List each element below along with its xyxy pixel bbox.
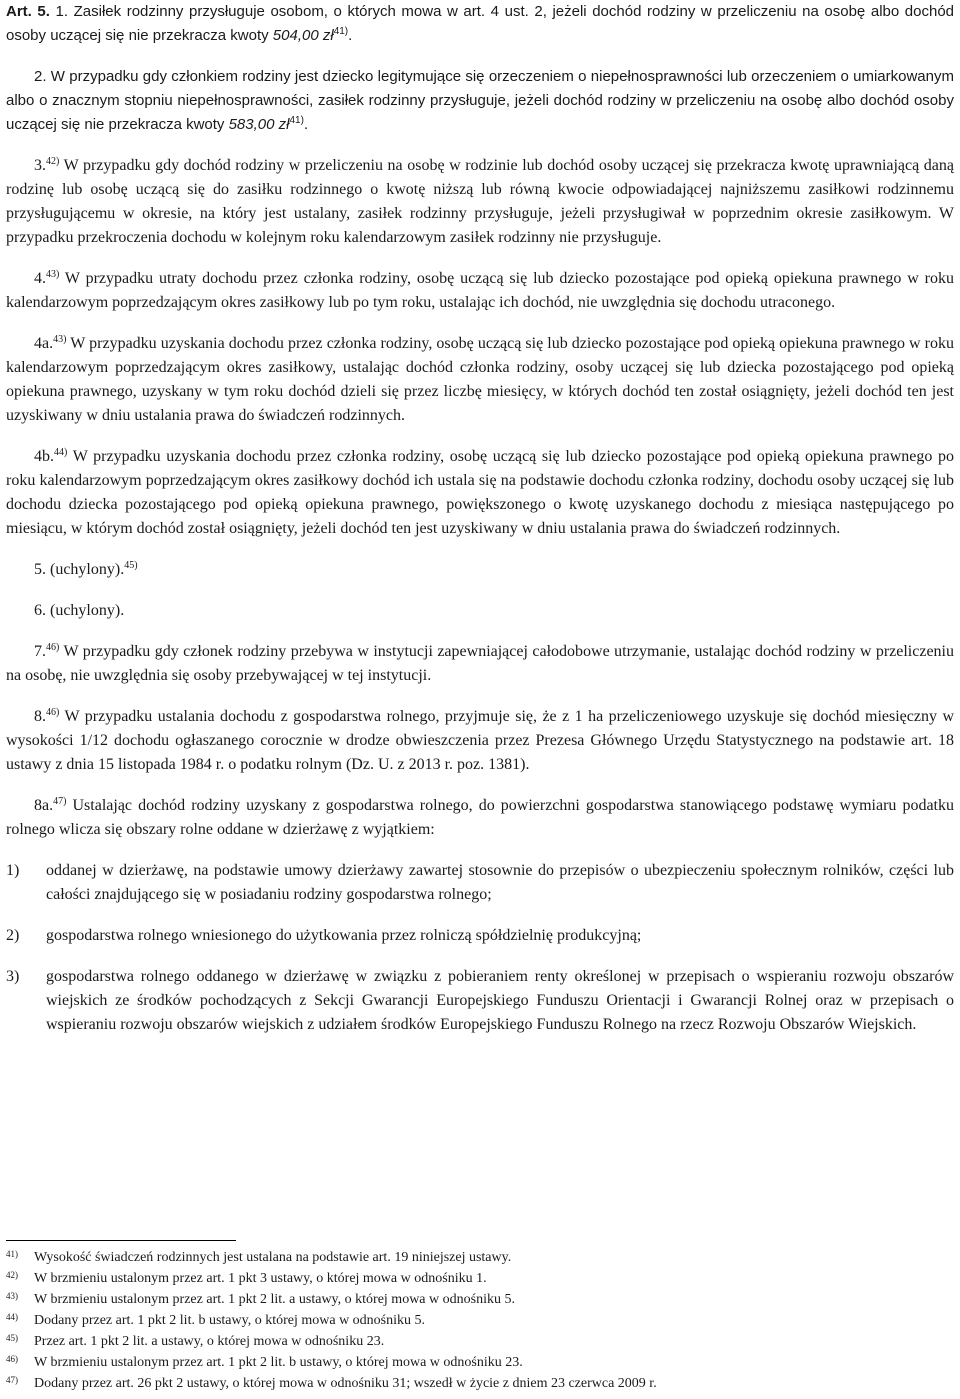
footnote-number: 44)	[6, 1312, 18, 1322]
footnote-text: Przez art. 1 pkt 2 lit. a ustawy, o której mowa w odnośniku 23.	[34, 1334, 385, 1349]
list-item	[6, 859, 954, 907]
footnote-ref: 46)	[46, 707, 60, 718]
footnote	[6, 1268, 954, 1289]
footnote-ref: 42)	[46, 156, 60, 167]
ust-4-text: W przypadku utraty dochodu przez członka rodziny, osobę uczącą się lub dziecko pozostające pod opieką opiekuna prawnego w roku kalendarzowym poprzedzającym okres zasiłkowy lub po tym roku, ustalając ich dochód, nie uwzględnia się dochodu utraconego.	[6, 270, 954, 311]
footnote-number: 42)	[6, 1270, 18, 1280]
ust-4b-text: W przypadku uzyskania dochodu przez członka rodziny, osobę uczącą się lub dziecko pozostające pod opieką opiekuna prawnego po roku kalendarzowym poprzedzającym okres zasiłkowy dochód ich ustala się na podstawie dochodu członka rodziny, dochodu osoby uczącej się lub dochodu dziecka pozostającego pod opieką opiekuna prawnego, powiększonego o kwotę uzyskanego dochodu z miesiąca następującego po miesiącu, w którym dochód został osiągnięty, jeżeli dochód ten jest uzyskiwany w dniu ustalania prawa do świadczeń rodzinnych.	[6, 448, 954, 537]
footnote	[6, 1289, 954, 1310]
ust-number: 4a.	[34, 335, 54, 352]
footnote	[6, 1373, 954, 1394]
ust-7-text: W przypadku gdy członek rodziny przebywa w instytucji zapewniającej całodobowe utrzymanie, ustalając dochód rodziny w przeliczeniu na osobę, nie uwzględnia się osoby przebywającej w tej instytucji.	[6, 643, 954, 684]
list-item	[6, 924, 954, 948]
footnote	[6, 1352, 954, 1373]
list-item-text: gospodarstwa rolnego oddanego w dzierżawę w związku z pobieraniem renty określonej w przepisach o wspieraniu rozwoju obszarów wiejskich ze środków pochodzących z Sekcji Gwarancji Europejskiego Funduszu Orientacji i Gwarancji Rolnej oraz w przepisach o wspieraniu rozwoju obszarów wiejskich z udziałem środków Europejskiego Funduszu Rolnego na rzecz Rozwoju Obszarów Wiejskich.	[46, 968, 954, 1033]
footnote-number: 46)	[6, 1354, 18, 1364]
footnote-ref: 46)	[46, 642, 60, 653]
ust-6-text: 6. (uchylony).	[34, 602, 125, 619]
footnote-ref: 44)	[54, 447, 68, 458]
ust-5-text: 5. (uchylony).	[34, 561, 125, 578]
article-5-ust-4	[6, 267, 954, 315]
footnote-number: 45)	[6, 1333, 18, 1343]
ust-2-amount: 583,00 zł	[228, 116, 290, 133]
footnote-number: 43)	[6, 1291, 18, 1301]
ust-2-end: .	[303, 116, 309, 133]
article-5-ust-7	[6, 640, 954, 688]
article-5-ust-8	[6, 705, 954, 777]
footnote	[6, 1247, 954, 1268]
ust-number: 4.	[34, 270, 46, 287]
ust-1-text: 1. Zasiłek rodzinny przysługuje osobom, o których mowa w art. 4 ust. 2, jeżeli dochód rodziny w przeliczeniu na osobę albo dochód osoby uczącej się nie przekracza kwoty	[6, 3, 955, 44]
ust-8-text: W przypadku ustalania dochodu z gospodarstwa rolnego, przyjmuje się, że z 1 ha przeliczeniowego uzyskuje się dochód miesięczny w wysokości 1/12 dochodu ogłaszanego corocznie w drodze obwieszczenia przez Prezesa Głównego Urzędu Statystycznego na podstawie art. 18 ustawy z dnia 15 listopada 1984 r. o podatku rolnym (Dz. U. z 2013 r. poz. 1381).	[6, 708, 954, 773]
footnote-text: W brzmieniu ustalonym przez art. 1 pkt 2 lit. a ustawy, o której mowa w odnośniku 5.	[34, 1292, 515, 1307]
list-item-text: gospodarstwa rolnego wniesionego do użytkowania przez rolniczą spółdzielnię produkcyjną;	[46, 927, 642, 944]
article-5-ust-4a	[6, 332, 954, 428]
ust-number: 7.	[34, 643, 46, 660]
footnote	[6, 1310, 954, 1331]
list-item-number: 2)	[6, 927, 20, 944]
ust-2-text: 2. W przypadku gdy członkiem rodziny jest dziecko legitymujące się orzeczeniem o niepełnosprawności lub orzeczeniem o umiarkowanym albo o znacznym stopniu niepełnosprawności, zasiłek rodzinny przysługuje, jeżeli dochód rodziny w przeliczeniu na osobę albo dochód osoby uczącej się nie przekracza kwoty	[6, 68, 954, 133]
article-label: Art. 5.	[6, 3, 50, 20]
article-5-ust-2	[6, 65, 954, 137]
ust-3-text: W przypadku gdy dochód rodziny w przeliczeniu na osobę w rodzinie lub dochód osoby uczącej się przekracza kwotę uprawniającą daną rodzinę lub osobę uczącą się do zasiłku rodzinnego o kwotę niższą lub równą kwocie odpowiadającej najniższemu zasiłkowi rodzinnemu przysługującemu w okresie, na który jest ustalany, zasiłek rodzinny przysługuje, jeżeli przysługiwał w poprzednim okresie zasiłkowym. W przypadku przekroczenia dochodu w kolejnym roku kalendarzowym zasiłek rodzinny nie przysługuje.	[6, 157, 954, 246]
article-5-ust-6	[6, 599, 954, 623]
ust-1-end: .	[348, 27, 353, 44]
footnote-number: 41)	[6, 1249, 18, 1259]
footnote-ref: 43)	[46, 269, 60, 280]
list-item	[6, 965, 954, 1037]
list-item-number: 3)	[6, 968, 20, 985]
footnote-text: Dodany przez art. 26 pkt 2 ustawy, o której mowa w odnośniku 31; wszedł w życie z dniem 23 czerwca 2009 r.	[34, 1376, 657, 1391]
ust-8a-text: Ustalając dochód rodziny uzyskany z gospodarstwa rolnego, do powierzchni gospodarstwa stanowiącego podstawę wymiaru podatku rolnego wlicza się obszary rolne oddane w dzierżawę z wyjątkiem:	[6, 797, 954, 838]
footnote-divider	[6, 1240, 236, 1241]
footnote-text: Wysokość świadczeń rodzinnych jest ustalana na podstawie art. 19 niniejszej ustawy.	[34, 1250, 512, 1265]
footnote-ref: 47)	[53, 796, 67, 807]
footnote-ref: 41)	[333, 26, 349, 37]
ust-1-amount: 504,00 zł	[272, 27, 334, 44]
footnote-text: Dodany przez art. 1 pkt 2 lit. b ustawy, o której mowa w odnośniku 5.	[34, 1313, 426, 1328]
footnote-number: 47)	[6, 1375, 18, 1385]
footnotes	[6, 1247, 954, 1394]
footnote	[6, 1331, 954, 1352]
ust-number: 4b.	[34, 448, 54, 465]
list-item-number: 1)	[6, 862, 20, 879]
article-5-ust-1	[6, 0, 954, 48]
article-5-ust-5	[6, 558, 954, 582]
article-5-ust-4b	[6, 445, 954, 541]
footnote-ref: 45)	[124, 560, 138, 571]
ust-4a-text: W przypadku uzyskania dochodu przez członka rodziny, osobę uczącą się lub dziecko pozostające pod opieką opiekuna prawnego w roku kalendarzowym poprzedzającym okres zasiłkowy, ustalając dochód członka rodziny, osoby uczącej się lub dziecka pozostającego pod opieką opiekuna prawnego, uzyskany w tym roku dochód dzieli się przez liczbę miesięcy, w których dochód ten został osiągnięty, jeżeli dochód ten jest uzyskiwany w dniu ustalania prawa do świadczeń rodzinnych.	[6, 335, 954, 424]
footnote-ref: 41)	[289, 115, 304, 126]
list-item-text: oddanej w dzierżawę, na podstawie umowy dzierżawy zawartej stosownie do przepisów o ubezpieczeniu społecznym rolników, części lub całości znajdującego się w posiadaniu rodziny gospodarstwa rolnego;	[46, 862, 954, 903]
footnote-ref: 43)	[53, 334, 67, 345]
footnote-text: W brzmieniu ustalonym przez art. 1 pkt 3 ustawy, o której mowa w odnośniku 1.	[34, 1271, 487, 1286]
footnote-text: W brzmieniu ustalonym przez art. 1 pkt 2 lit. b ustawy, o której mowa w odnośniku 23.	[34, 1355, 523, 1370]
ust-number: 3.	[34, 157, 46, 174]
ust-number: 8a.	[34, 797, 54, 814]
ust-number: 8.	[34, 708, 46, 725]
article-5-ust-8a	[6, 794, 954, 842]
article-5-ust-3	[6, 154, 954, 250]
